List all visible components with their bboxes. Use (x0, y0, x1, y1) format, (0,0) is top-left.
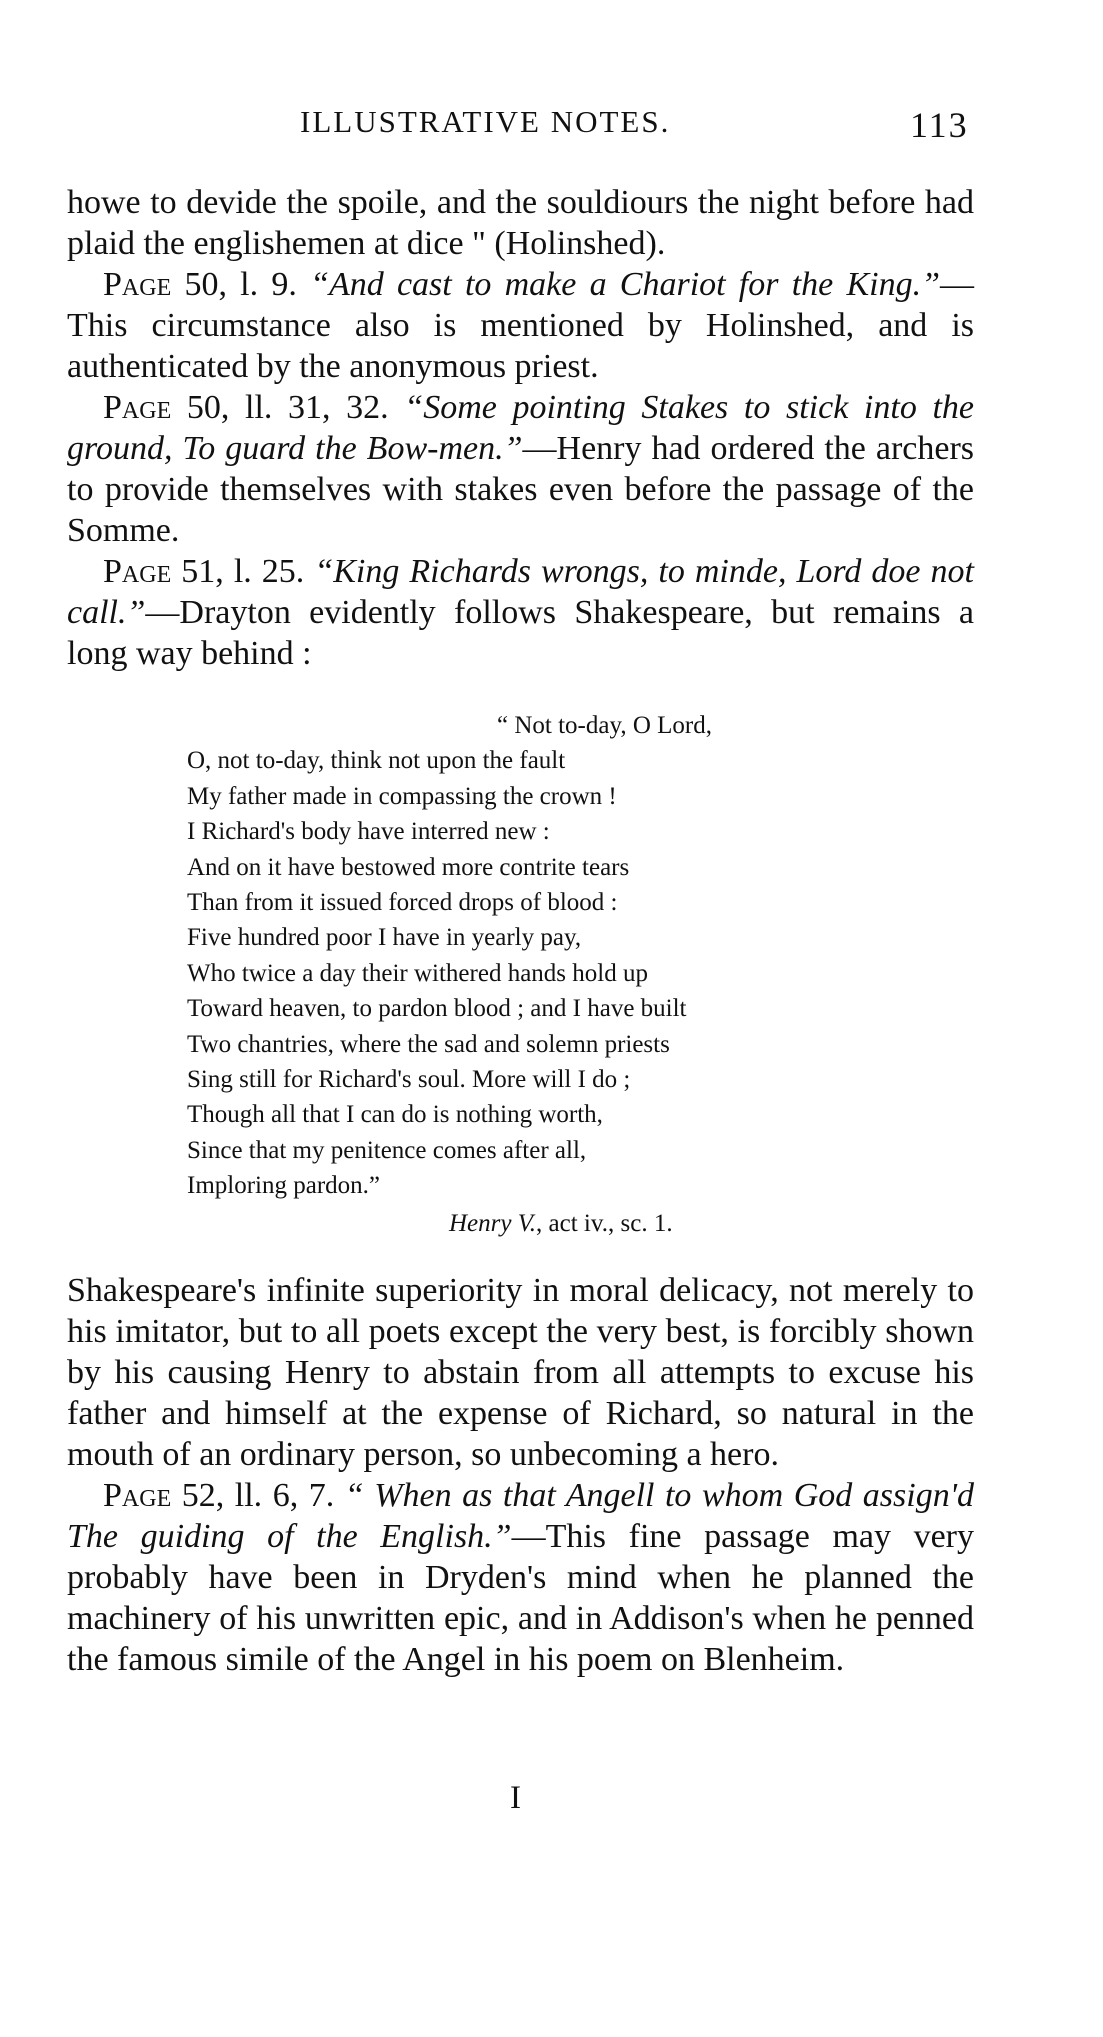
note-paragraph (67, 264, 974, 387)
citation-ref: , act iv., sc. 1. (536, 1209, 673, 1237)
verse-line: Five hundred poor I have in yearly pay, (187, 924, 582, 952)
notes-block-lower (67, 1270, 974, 1680)
verse-line: I Richard's body have interred new : (187, 818, 550, 846)
verse-line: “ Not to-day, O Lord, (497, 712, 712, 739)
note-label: Page (103, 553, 172, 590)
note-quote: “And cast to make a Chariot for the King.” (310, 266, 940, 303)
note-paragraph (67, 1270, 974, 1475)
note-ref: 52, ll. 6, 7. (171, 1477, 345, 1514)
note-label: Page (103, 1477, 172, 1514)
citation-title: Henry V. (449, 1209, 537, 1237)
verse-line: And on it have bestowed more contrite tears (187, 853, 630, 881)
note-paragraph (67, 387, 974, 551)
verse-line: Though all that I can do is nothing worth, (187, 1101, 603, 1129)
note-paragraph (67, 551, 974, 674)
verse-line: Than from it issued forced drops of blood : (187, 889, 618, 917)
verse-quotation (187, 708, 887, 1241)
note-text: —This circumstance also is mentioned by Holinshed, and is authenticated by the anonymous priest. (67, 266, 974, 385)
note-text: —Henry had ordered the archers to provide themselves with stakes even before the passage of the Somme. (67, 430, 974, 549)
note-quote: “King Richards wrongs, to minde, Lord doe not call.” (67, 553, 974, 631)
note-text: —Drayton evidently follows Shakespeare, but remains a long way behind : (67, 594, 974, 672)
note-paragraph (67, 1475, 974, 1680)
note-ref: 50, ll. 31, 32. (171, 389, 405, 426)
note-ref: 50, l. 9. (171, 266, 311, 303)
note-ref: 51, l. 25. (171, 553, 315, 590)
verse-line: Imploring pardon.” (187, 1172, 381, 1200)
note-text: howe to devide the spoile, and the souldiours the night before had plaid the englishemen at dice " (Holinshed). (67, 184, 974, 262)
notes-block-upper (67, 182, 974, 674)
note-label: Page (103, 266, 172, 303)
note-quote: “Some pointing Stakes to stick into the ground, To guard the Bow-men.” (67, 389, 974, 467)
verse-line: Since that my penitence comes after all, (187, 1136, 587, 1164)
note-label: Page (103, 389, 172, 426)
verse-line: My father made in compassing the crown ! (187, 782, 617, 810)
signature-mark: I (510, 1780, 521, 1816)
note-paragraph (67, 182, 974, 264)
verse-line: Two chantries, where the sad and solemn priests (187, 1030, 670, 1058)
running-title: ILLUSTRATIVE NOTES. (300, 104, 671, 139)
page-number: 113 (910, 105, 969, 145)
verse-line: Sing still for Richard's soul. More will I do ; (187, 1066, 631, 1094)
note-quote: “ When as that Angell to whom God assign'd The guiding of the English.” (67, 1477, 974, 1555)
verse-line: Who twice a day their withered hands hold up (187, 959, 648, 987)
verse-line: Toward heaven, to pardon blood ; and I have built (187, 995, 687, 1023)
note-text: Shakespeare's infinite superiority in moral delicacy, not merely to his imitator, but to all poets except the very best, is forcibly shown by his causing Henry to abstain from all attempts to excuse his father and himself at the expense of Richard, so natural in the mouth of an ordinary person, so unbecoming a hero. (67, 1272, 974, 1473)
verse-citation (187, 1206, 887, 1241)
verse-line: O, not to-day, think not upon the fault (187, 747, 566, 775)
note-text: —This fine passage may very probably have been in Dryden's mind when he planned the machinery of his unwritten epic, and in Addison's when he penned the famous simile of the Angel in his poem on Blenheim. (67, 1518, 974, 1678)
